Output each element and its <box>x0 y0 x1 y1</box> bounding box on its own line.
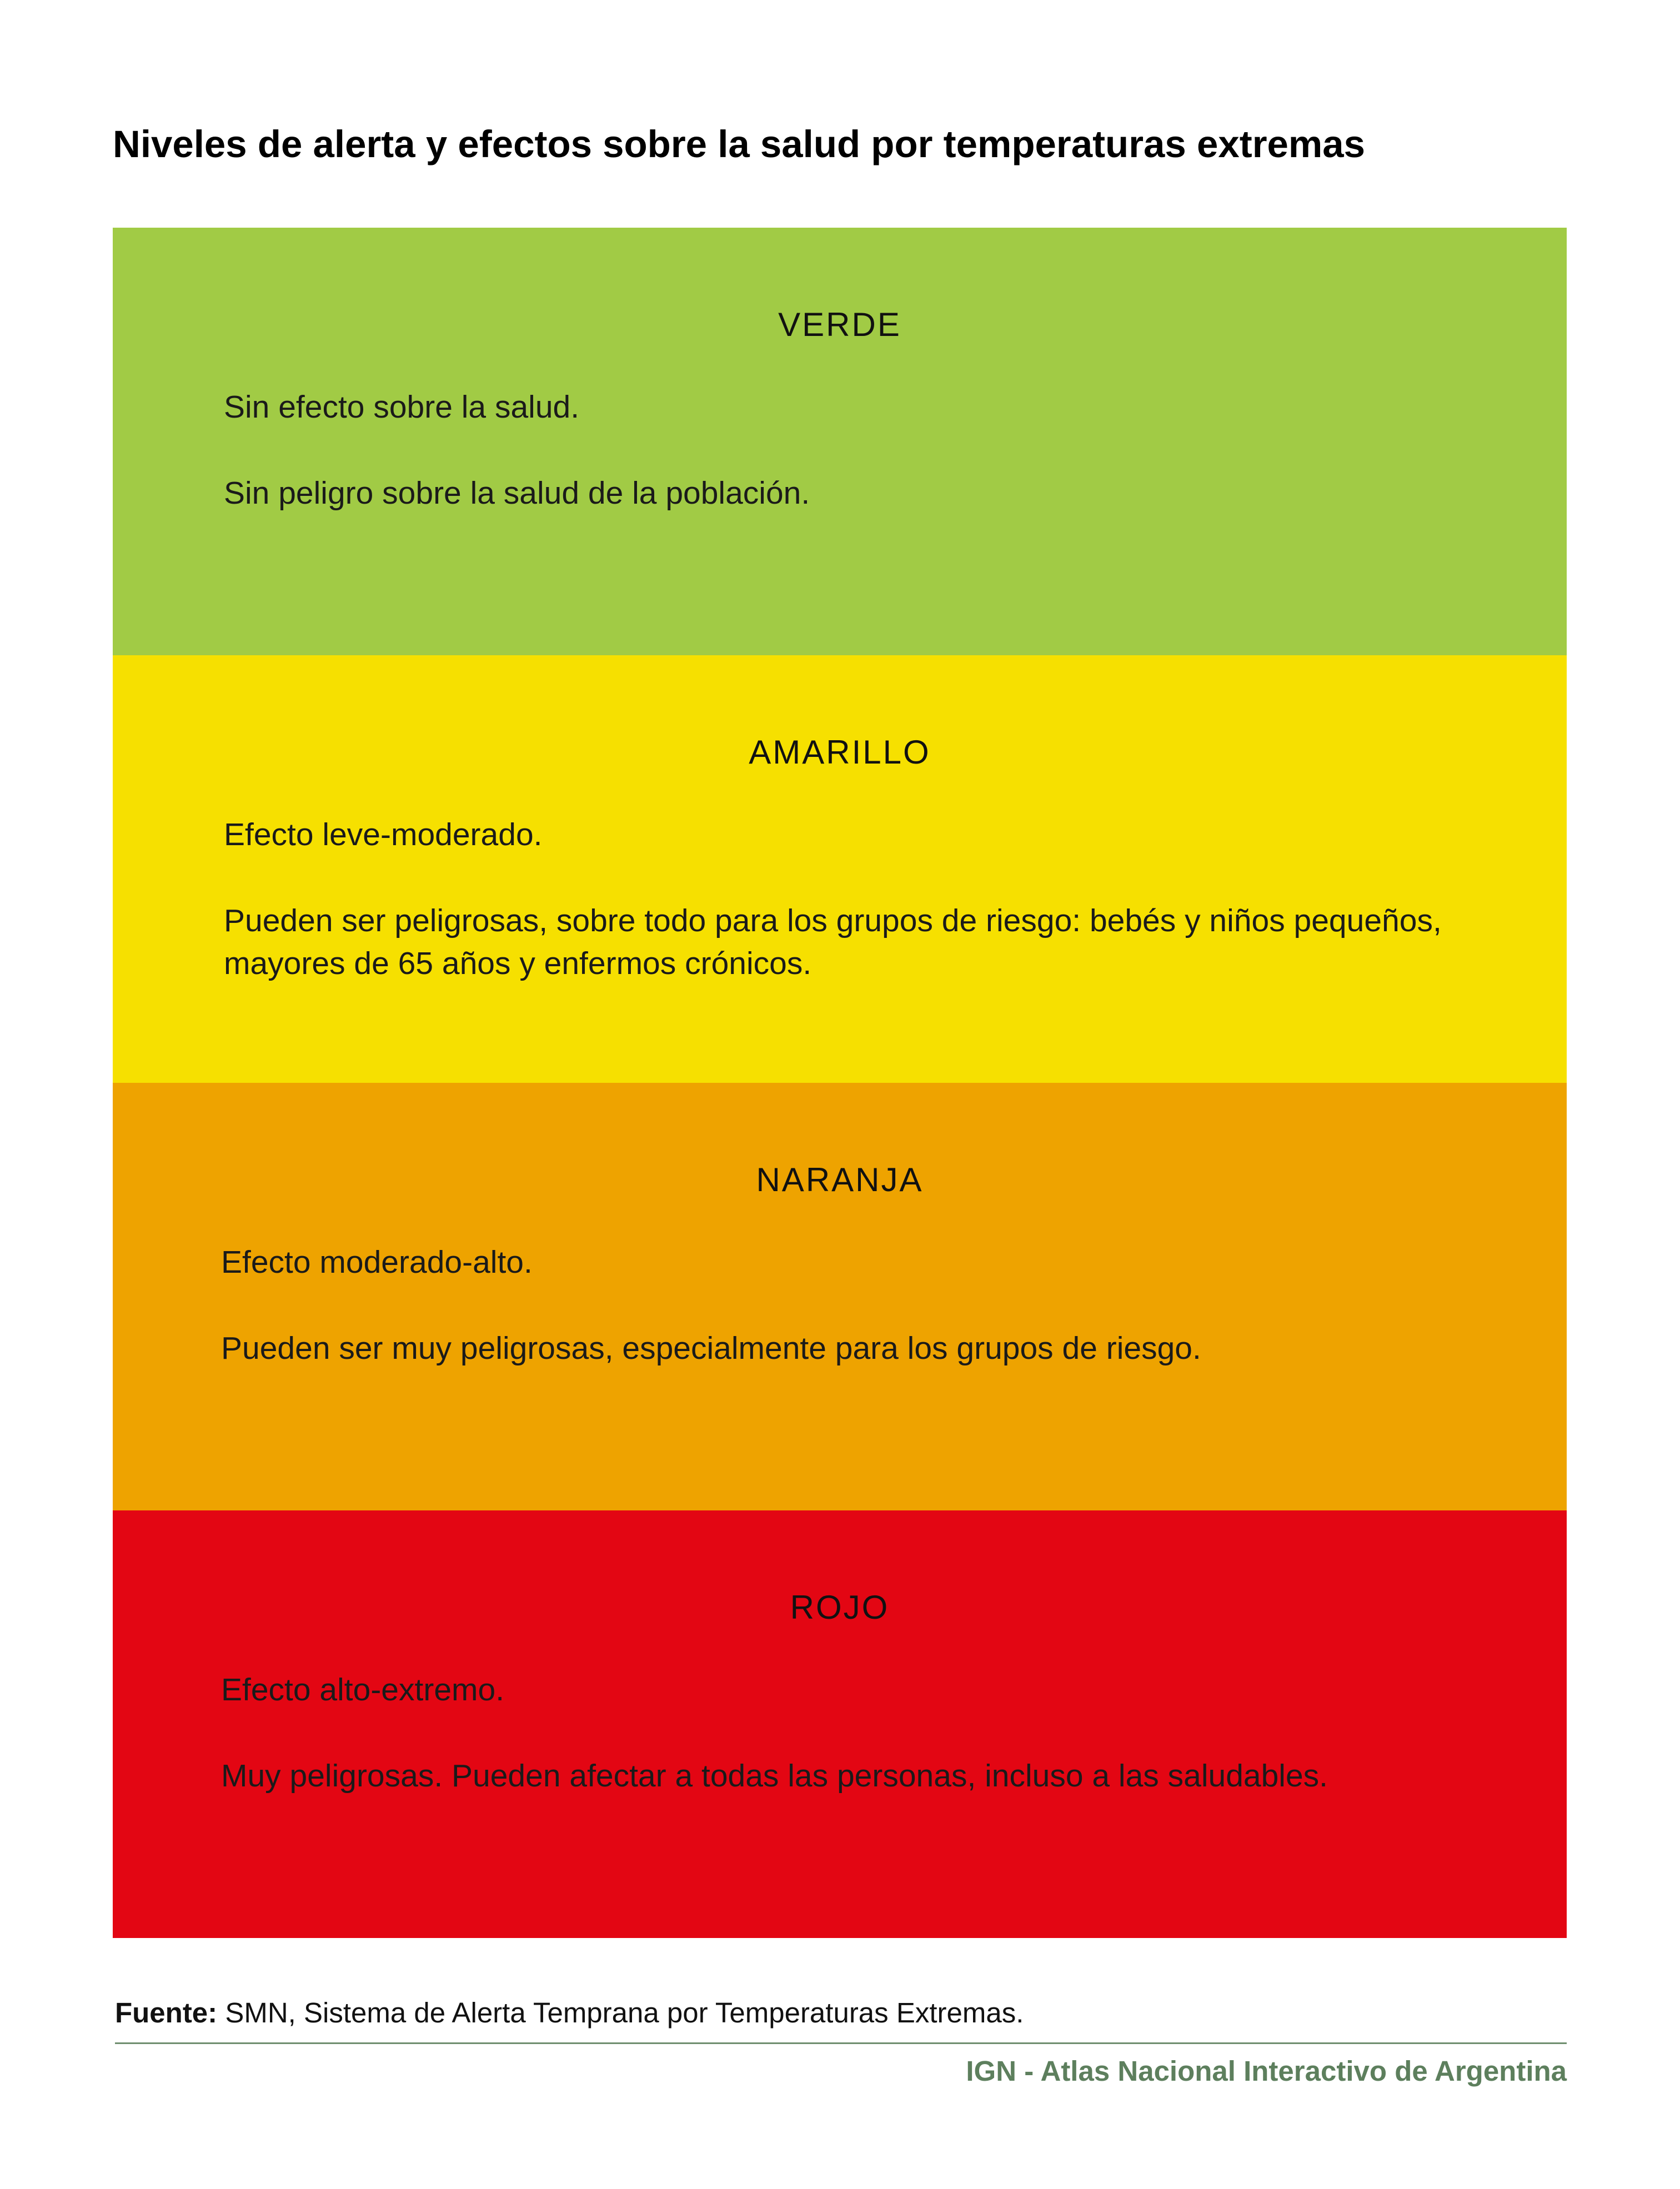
alert-level-verde <box>113 228 1567 655</box>
alert-level-naranja <box>113 1083 1567 1510</box>
source-text: SMN, Sistema de Alerta Temprana por Temperaturas Extremas. <box>217 1997 1024 2029</box>
level-description: Muy peligrosas. Pueden afectar a todas las personas, incluso a las saludables. <box>221 1758 1328 1794</box>
level-effect: Efecto moderado-alto. <box>221 1244 533 1280</box>
publisher-credit: IGN - Atlas Nacional Interactivo de Argentina <box>966 2055 1567 2087</box>
source-label: Fuente: <box>115 1997 218 2029</box>
page-title: Niveles de alerta y efectos sobre la salud por temperaturas extremas <box>113 123 1366 165</box>
alert-levels-table <box>113 228 1567 1938</box>
level-description: Sin peligro sobre la salud de la población. <box>224 475 810 511</box>
source-note <box>115 1996 1024 2029</box>
level-name: AMARILLO <box>749 734 931 771</box>
level-description: Pueden ser muy peligrosas, especialmente para los grupos de riesgo. <box>221 1331 1201 1366</box>
level-description: Pueden ser peligrosas, sobre todo para los grupos de riesgo: bebés y niños pequeños, mayores de 65 años y enfermos crónicos. <box>224 903 1442 981</box>
alert-level-amarillo <box>113 655 1567 1083</box>
alert-level-rojo <box>113 1510 1567 1938</box>
level-effect: Sin efecto sobre la salud. <box>224 389 580 425</box>
footer-divider <box>115 2042 1567 2044</box>
level-name: NARANJA <box>756 1161 924 1198</box>
level-name: VERDE <box>778 306 901 343</box>
level-name: ROJO <box>790 1589 890 1626</box>
level-effect: Efecto alto-extremo. <box>221 1672 505 1708</box>
level-effect: Efecto leve-moderado. <box>224 817 543 852</box>
